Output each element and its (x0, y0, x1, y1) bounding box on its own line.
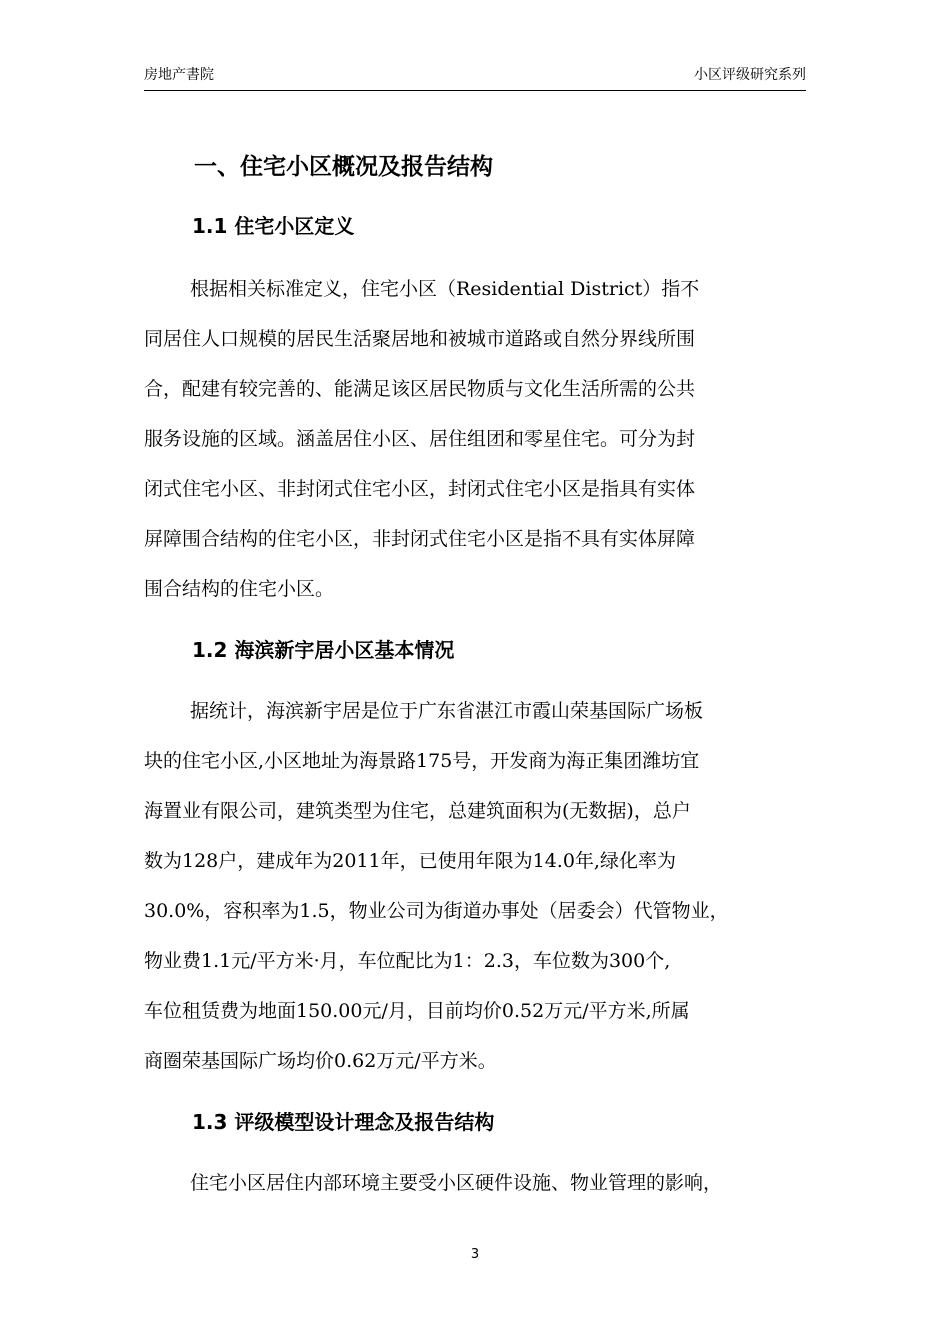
paragraph-line: 块的住宅小区,小区地址为海景路175号，开发商为海正集团潍坊宜 (144, 750, 700, 772)
paragraph-line: 住宅小区居住内部环境主要受小区硬件设施、物业管理的影响， (190, 1172, 723, 1194)
page-number: 3 (470, 1247, 480, 1262)
paragraph-line: 屏障围合结构的住宅小区，非封闭式住宅小区是指不具有实体屏障 (144, 528, 696, 550)
paragraph-line: 商圈荣基国际广场均价0.62万元/平方米。 (144, 1050, 497, 1072)
paragraph-line: 根据相关标准定义，住宅小区（Residential District）指不 (190, 278, 700, 300)
page-header (144, 62, 806, 91)
header-left-text: 房地产書院 (144, 67, 214, 83)
paragraph-line: 闭式住宅小区、非封闭式住宅小区，封闭式住宅小区是指具有实体 (144, 478, 696, 500)
paragraph-line: 数为128户，建成年为2011年，已使用年限为14.0年,绿化率为 (144, 850, 676, 872)
section-heading-1-3: 1.3 评级模型设计理念及报告结构 (192, 1110, 495, 1134)
chapter-title: 一、住宅小区概况及报告结构 (194, 154, 493, 180)
paragraph-line: 同居住人口规模的居民生活聚居地和被城市道路或自然分界线所围 (144, 328, 696, 350)
paragraph-line: 据统计，海滨新宇居是位于广东省湛江市霞山荣基国际广场板 (190, 700, 704, 722)
paragraph-line: 合，配建有较完善的、能满足该区居民物质与文化生活所需的公共 (144, 378, 696, 400)
paragraph-line: 围合结构的住宅小区。 (144, 578, 335, 600)
section-heading-1-2: 1.2 海滨新宇居小区基本情况 (192, 638, 455, 662)
header-right-text: 小区评级研究系列 (694, 67, 806, 83)
paragraph-line: 30.0%，容积率为1.5，物业公司为街道办事处（居委会）代管物业， (144, 900, 729, 922)
paragraph-line: 车位租赁费为地面150.00元/月，目前均价0.52万元/平方米,所属 (144, 1000, 690, 1022)
section-heading-1-1: 1.1 住宅小区定义 (192, 214, 355, 238)
paragraph-line: 物业费1.1元/平方米·月，车位配比为1：2.3，车位数为300个, (144, 950, 671, 972)
paragraph-line: 服务设施的区域。涵盖居住小区、居住组团和零星住宅。可分为封 (144, 428, 696, 450)
paragraph-line: 海置业有限公司，建筑类型为住宅，总建筑面积为(无数据)，总户 (144, 800, 691, 822)
